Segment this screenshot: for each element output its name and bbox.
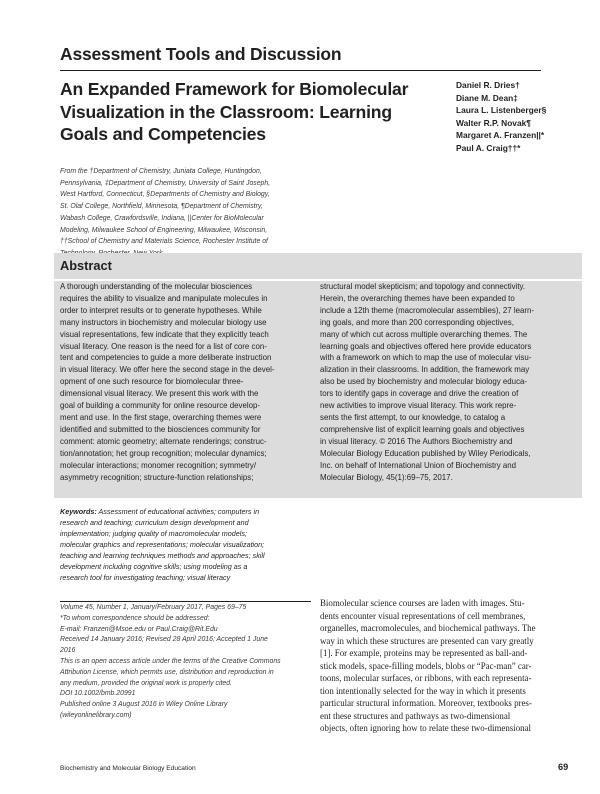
abstract-line: Herein, the overarching themes have been expanded to xyxy=(320,293,515,303)
body-line: organelles, macromolecules, and biochemical pathways. The xyxy=(320,623,536,634)
body-line: stick models, space-filling models, blobs or “Pac-man” car- xyxy=(320,660,532,671)
abstract-line: goal of building a community for online resource develop- xyxy=(60,401,261,411)
abstract-line: opment of one such resource for biomolecular three- xyxy=(60,377,244,387)
affiliation-line: West Hartford, Connecticut, §Departments of Chemistry and Biology, xyxy=(60,191,270,199)
abstract-line: molecular interactions; monomer recognition; symmetry/ xyxy=(60,460,257,470)
author-name: Daniel R. Dries† xyxy=(456,80,520,90)
abstract-line: alization in their classrooms. In addition, the framework may xyxy=(320,365,530,375)
author-name: Paul A. Craig††* xyxy=(456,142,521,153)
abstract-line: dimensional visual literacy. We present this work with the xyxy=(60,389,259,399)
body-line: objects, often ignoring how to relate these two-dimensional xyxy=(320,723,531,734)
article-metadata xyxy=(60,603,312,722)
keywords-label: Keywords: xyxy=(60,507,97,516)
author-name: Margaret A. Franzen||* xyxy=(456,130,545,141)
body-line: particular structural information. Moreover, textbooks pres- xyxy=(320,698,532,709)
footer-journal-name: Biochemistry and Molecular Biology Education xyxy=(60,765,196,772)
abstract-line: include a 12th theme (macromolecular assemblies), 27 learn- xyxy=(320,305,535,315)
abstract-line: tent and competencies to guide a more deliberate instruction xyxy=(60,353,272,363)
keywords-line: research tool for investigating teaching; visual literacy xyxy=(60,572,231,582)
affiliation-line: St. Olaf College, Northfield, Minnesota, ¶Department of Chemistry, xyxy=(60,203,263,211)
article-title xyxy=(60,78,440,146)
abstract-line: visual literacy. One reason is the need for a list of core con- xyxy=(60,341,267,351)
abstract-line: visual representations, few indicate that they explicitly teach xyxy=(60,329,269,339)
abstract-line: tors to identify gaps in coverage and drive the creation of xyxy=(320,389,519,399)
body-line: tion intentionally selected for the way in which it presents xyxy=(320,685,526,696)
meta-line: DOI 10.1002/bmb.20991 xyxy=(60,690,136,698)
meta-line: This is an open access article under the terms of the Creative Commons xyxy=(60,657,281,665)
abstract-line: many instructors in biochemistry and molecular biology use xyxy=(60,317,267,327)
abstract-heading: Abstract xyxy=(60,258,112,273)
body-line: dents encounter visual representations of cell membranes, xyxy=(320,610,526,621)
abstract-line: A thorough understanding of the molecular biosciences xyxy=(60,282,253,291)
affiliation-line: Wabash College, Crawfordsville, Indiana, ||Center for BioMolecular xyxy=(60,214,264,222)
page-number: 69 xyxy=(558,762,569,772)
keywords xyxy=(60,507,312,584)
abstract-line: in visual literacy. We offer here the second stage in the devel- xyxy=(60,365,275,375)
keywords-line: research and teaching; curriculum design development and xyxy=(60,517,249,527)
article-title-line: Goals and Competencies xyxy=(60,124,266,144)
article-title-line: Visualization in the Classroom: Learning xyxy=(60,101,392,122)
abstract-line: Molecular Biology Education published by Wiley Periodicals, xyxy=(320,448,531,458)
abstract-line: Inc. on behalf of International Union of Biochemistry and xyxy=(320,460,517,470)
meta-rule xyxy=(60,601,311,602)
affiliation-line: Modeling, Milwaukee School of Engineering, Milwaukee, Wisconsin, xyxy=(60,226,268,234)
meta-line: E-mail: Franzen@Msoe.edu or Paul.Craig@Rit.Edu xyxy=(60,625,218,633)
abstract-line: tion/annotation; het group recognition; molecular dynamics; xyxy=(60,448,267,458)
abstract-line: structural model skepticism; and topology and connectivity. xyxy=(320,282,526,291)
keywords-line: molecular graphics and representations; molecular visualization; xyxy=(60,539,265,549)
abstract-line: order to interpret results or to generate hypotheses. While xyxy=(60,305,262,315)
meta-line: Received 14 January 2016; Revised 28 April 2016; Accepted 1 June xyxy=(60,636,268,644)
abstract-line: learning goals and objectives offered here provide educators xyxy=(320,341,532,351)
abstract-line: Molecular Biology, 45(1):69–75, 2017. xyxy=(320,472,453,482)
abstract-line: sents the first attempt, to our knowledge, to catalog a xyxy=(320,412,506,422)
meta-line: any medium, provided the original work is properly cited. xyxy=(60,679,232,687)
body-text xyxy=(320,597,576,735)
title-rule xyxy=(60,70,541,71)
abstract-line: also be used by biochemistry and molecular biology educa- xyxy=(320,377,528,387)
abstract-line: identified and submitted to the biosciences community for xyxy=(60,424,261,434)
body-line: ent these structures and pathways as two-dimensional xyxy=(320,710,511,721)
meta-line: Published online 3 August 2016 in Wiley Online Library xyxy=(60,701,228,709)
abstract-line: many of which cut across multiple overarching themes. The xyxy=(320,329,528,339)
abstract-line: asymmetry recognition; structure-function relationships; xyxy=(60,472,254,482)
abstract-line: in visual literacy. © 2016 The Authors Biochemistry and xyxy=(320,436,513,446)
abstract-line: requires the ability to visualize and manipulate molecules in xyxy=(60,293,268,303)
abstract-line: ment and use. In the first stage, overarching themes were xyxy=(60,412,262,422)
meta-line: Attribution License, which permits use, distribution and reproduction in xyxy=(60,668,274,676)
affiliations xyxy=(60,166,350,260)
abstract-line: comment: atomic geometry; alternate renderings; construc- xyxy=(60,436,267,446)
meta-line: (wileyonlinelibrary.com) xyxy=(60,711,132,719)
abstract-line: comprehensive list of explicit learning goals and objectives xyxy=(320,424,525,434)
abstract-line: new activities to improve visual literacy. This work repre- xyxy=(320,401,517,411)
keywords-line: teaching and learning techniques methods and approaches; skill xyxy=(60,550,265,560)
article-title-line: An Expanded Framework for Biomolecular xyxy=(60,79,409,99)
body-line: way in which these structures are presented can vary greatly xyxy=(320,635,534,646)
abstract-line: ing goals, and more than 200 corresponding objectives, xyxy=(320,317,514,327)
author-name: Diane M. Dean‡ xyxy=(456,92,518,103)
body-line: toons, molecular surfaces, or ribbons, with each representa- xyxy=(320,673,532,684)
abstract-column-right xyxy=(320,281,576,483)
abstract-line: with a framework on which to map the use of molecular visu- xyxy=(320,353,532,363)
keywords-text: Assessment of educational activities; computers in xyxy=(98,507,260,516)
keywords-line xyxy=(60,507,312,518)
body-line: Biomolecular science courses are laden with images. Stu- xyxy=(320,598,525,608)
affiliation-line: From the †Department of Chemistry, Juniata College, Huntingdon, xyxy=(60,168,262,175)
affiliation-line: ††School of Chemistry and Materials Science, Rochester Institute of xyxy=(60,238,268,246)
body-line: [1]. For example, proteins may be represented as ball-and- xyxy=(320,648,528,659)
author-name: Laura L. Listenberger§ xyxy=(456,105,547,116)
meta-line: Volume 45, Number 1, January/February 2017, Pages 69–75 xyxy=(60,604,247,611)
keywords-line: development including cognitive skills; using modeling as a xyxy=(60,561,248,571)
section-title: Assessment Tools and Discussion xyxy=(60,44,342,64)
meta-line: 2016 xyxy=(60,647,76,655)
abstract-column-left xyxy=(60,281,310,483)
author-list xyxy=(456,79,546,155)
affiliation-line: Pennsylvania, ‡Department of Chemistry, University of Saint Joseph, xyxy=(60,179,271,187)
meta-line: *To whom correspondence should be addressed: xyxy=(60,614,210,622)
keywords-line: implementation; judging quality of macromolecular models; xyxy=(60,528,247,538)
author-name: Walter R.P. Novak¶ xyxy=(456,117,531,128)
